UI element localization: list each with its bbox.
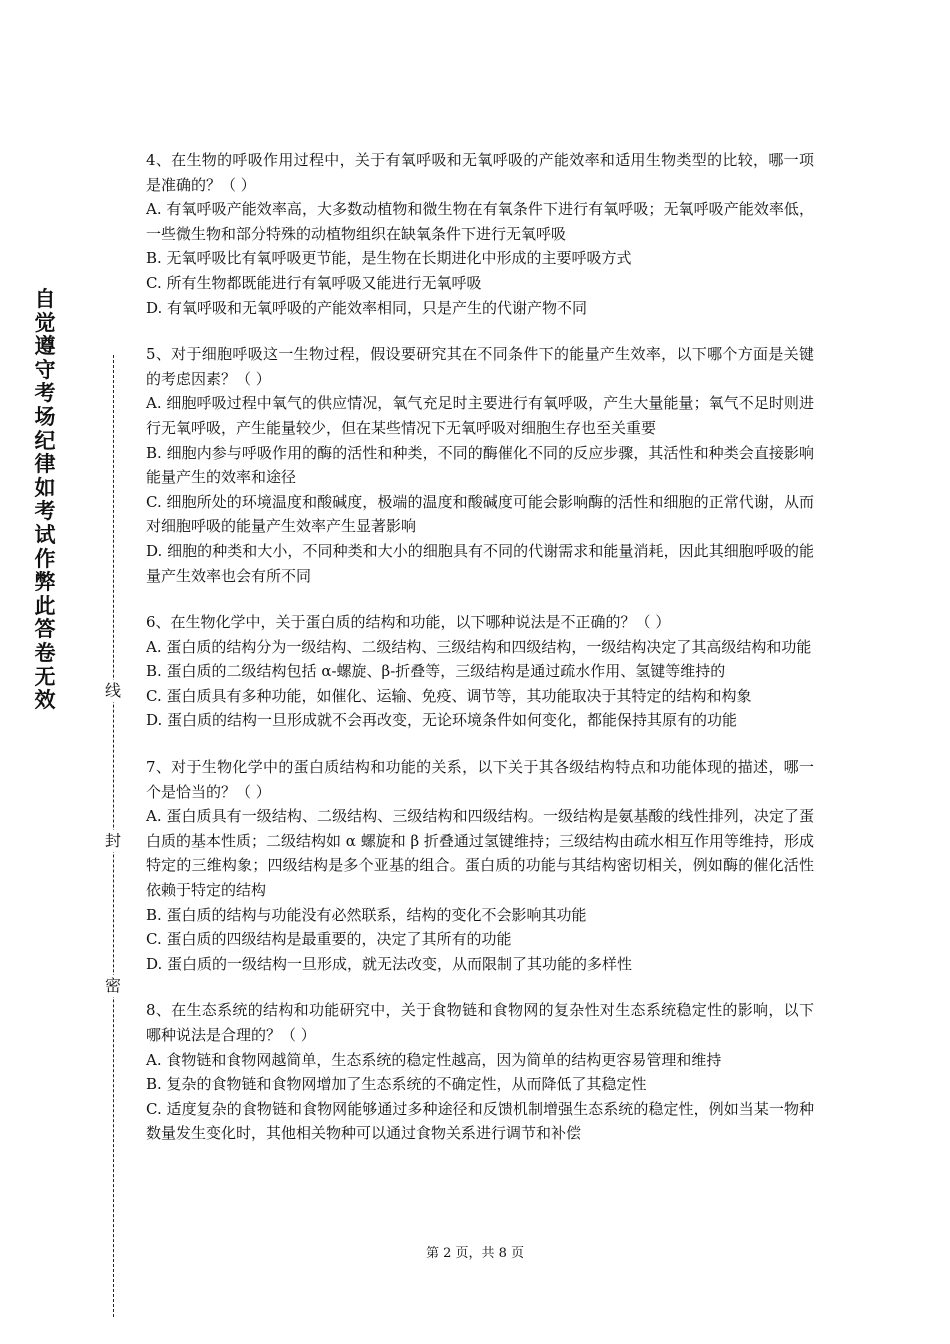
question [146, 998, 814, 1146]
question-stem: 5、对于细胞呼吸这一生物过程，假设要研究其在不同条件下的能量产生效率，以下哪个方面是关键的考虑因素？（ ） [146, 345, 814, 388]
option: D. 细胞的种类和大小，不同种类和大小的细胞具有不同的代谢需求和能量消耗，因此其细胞呼吸的能量产生效率也会有所不同 [146, 541, 814, 585]
option: A. 有氧呼吸产能效率高，大多数动植物和微生物在有氧条件下进行有氧呼吸；无氧呼吸产能效率低，一些微生物和部分特殊的动植物组织在缺氧条件下进行无氧呼吸 [146, 200, 814, 243]
question-stem: 8、在生态系统的结构和功能研究中，关于食物链和食物网的复杂性对生态系统稳定性的影响，以下哪种说法是合理的？（ ） [146, 1001, 814, 1044]
exam-discipline-notice: 自觉遵守考场纪律如考试作弊此答卷无效 [34, 287, 56, 713]
page-number: 第 2 页，共 8 页 [425, 1246, 525, 1261]
option: C. 蛋白质的四级结构是最重要的，决定了其所有的功能 [146, 930, 512, 949]
question [146, 342, 814, 588]
option: A. 细胞呼吸过程中氧气的供应情况，氧气充足时主要进行有氧呼吸，产生大量能量；氧气不足时则进行无氧呼吸，产生能量较少，但在某些情况下无氧呼吸对细胞生存也至关重要 [146, 394, 814, 437]
option: A. 蛋白质具有一级结构、二级结构、三级结构和四级结构。一级结构是氨基酸的线性排列，决定了蛋白质的基本性质；二级结构如 α 螺旋和 β 折叠通过氢键维持；三级结构由疏水相互作用等维持，形成特定的三维构象；四级结构是多个亚基的组合。蛋白质的功能与其结构密切相关，例如酶的催化活性依赖于特定的结构 [146, 807, 814, 900]
question [146, 148, 814, 320]
option: C. 所有生物都既能进行有氧呼吸又能进行无氧呼吸 [146, 273, 482, 292]
option: B. 蛋白质的二级结构包括 α-螺旋、β-折叠等，三级结构是通过疏水作用、氢键等维持的 [146, 662, 726, 681]
seal-mark-line: 线 [104, 681, 121, 700]
option: D. 蛋白质的结构一旦形成就不会再改变，无论环境条件如何变化，都能保持其原有的功能 [146, 711, 738, 730]
option: B. 细胞内参与呼吸作用的酶的活性和种类，不同的酶催化不同的反应步骤，其活性和种类会直接影响能量产生的效率和途径 [146, 443, 814, 487]
option: A. 蛋白质的结构分为一级结构、二级结构、三级结构和四级结构，一级结构决定了其高级结构和功能 [146, 637, 812, 656]
option: C. 细胞所处的环境温度和酸碱度，极端的温度和酸碱度可能会影响酶的活性和细胞的正常代谢，从而对细胞呼吸的能量产生效率产生显著影响 [146, 492, 814, 536]
option: B. 复杂的食物链和食物网增加了生态系统的不确定性，从而降低了其稳定性 [146, 1075, 647, 1094]
question-stem: 6、在生物化学中，关于蛋白质的结构和功能，以下哪种说法是不正确的？（ ） [146, 613, 671, 632]
option: B. 蛋白质的结构与功能没有必然联系，结构的变化不会影响其功能 [146, 905, 587, 924]
question [146, 610, 814, 733]
question-list [146, 148, 814, 1168]
option: D. 有氧呼吸和无氧呼吸的产能效率相同，只是产生的代谢产物不同 [146, 298, 588, 317]
option: B. 无氧呼吸比有氧呼吸更节能，是生物在长期进化中形成的主要呼吸方式 [146, 249, 632, 268]
question-stem: 4、在生物的呼吸作用过程中，关于有氧呼吸和无氧呼吸的产能效率和适用生物类型的比较，哪一项是准确的？（ ） [146, 151, 814, 194]
seal-mark-secret: 密 [104, 976, 121, 995]
option: C. 蛋白质具有多种功能，如催化、运输、免疫、调节等，其功能取决于其特定的结构和构象 [146, 686, 752, 705]
option: A. 食物链和食物网越简单，生态系统的稳定性越高，因为简单的结构更容易管理和维持 [146, 1050, 722, 1069]
question [146, 755, 814, 976]
seal-mark-seal: 封 [104, 831, 121, 850]
option: C. 适度复杂的食物链和食物网能够通过多种途径和反馈机制增强生态系统的稳定性，例如当某一物种数量发生变化时，其他相关物种可以通过食物关系进行调节和补偿 [146, 1099, 814, 1143]
question-stem: 7、对于生物化学中的蛋白质结构和功能的关系，以下关于其各级结构特点和功能体现的描述，哪一个是恰当的？（ ） [146, 758, 814, 801]
option: D. 蛋白质的一级结构一旦形成，就无法改变，从而限制了其功能的多样性 [146, 954, 633, 973]
